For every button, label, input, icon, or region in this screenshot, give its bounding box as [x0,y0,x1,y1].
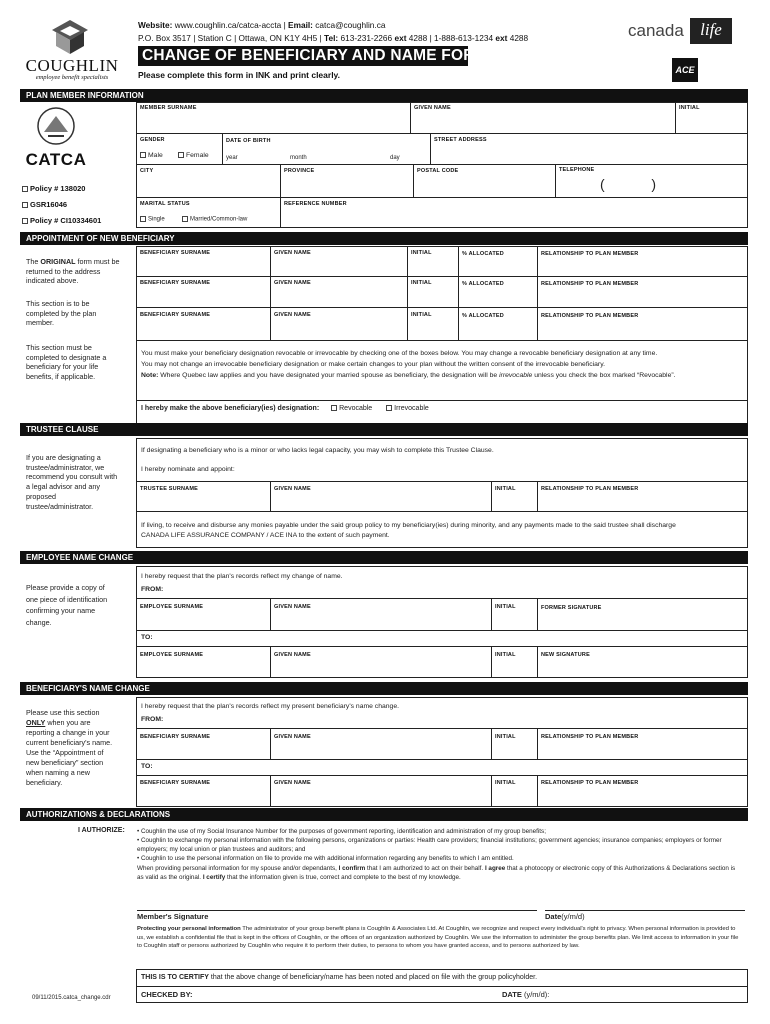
ace-logo: ACE [672,58,698,82]
employee-given-name-to[interactable]: GIVEN NAME [274,652,311,658]
beneficiary-surname-2[interactable]: BENEFICIARY SURNAME [140,280,211,286]
beneficiary-change-surname-from[interactable]: BENEFICIARY SURNAME [140,734,211,740]
member-surname-field[interactable]: MEMBER SURNAME [140,105,197,111]
policy-item[interactable]: GSR16046 [22,197,101,213]
trustee-surname-field[interactable]: TRUSTEE SURNAME [140,486,199,492]
beneficiary-change-given-from[interactable]: GIVEN NAME [274,734,311,740]
appointment-note-member: This section is to be completed by the plan member. [26,299,97,328]
header-contact: Website: www.coughlin.ca/catca-accta | Email: catca@coughlin.ca P.O. Box 3517 | Station C | Ottawa, ON K1Y 4H5 | Tel: 613-231-2266 ext 4288 | 1-888-613-1234 ext 4288 [138,20,529,43]
beneficiary-relationship-3[interactable]: RELATIONSHIP TO PLAN MEMBER [541,313,639,319]
checked-date-field[interactable]: DATE (y/m/d): [502,990,550,999]
beneficiary-surname-1[interactable]: BENEFICIARY SURNAME [140,250,211,256]
form-title: CHANGE OF BENEFICIARY AND NAME FORM [138,46,468,66]
beneficiary-change-surname-to[interactable]: BENEFICIARY SURNAME [140,780,211,786]
irrevocable-option[interactable]: Irrevocable [386,405,429,412]
policy-item[interactable]: Policy # 138020 [22,181,101,197]
revocable-instructions: You must make your beneficiary designation revocable or irrevocable by checking one of the boxes below. You may change a revocable beneficiary designation at any time. You may not change an irrevocable beneficiary designation or make certain changes to your plan without the written consent of the irrevocable beneficiary. Note: Where Quebec law applies and you have designated your married spouse as beneficiary, the designation will be irrevocable unless you check the box marked “Revocable”. [141,350,676,379]
trustee-side-note: If you are designating a trustee/administrator, we recommend you consult with a legal advisor and any proposed trustee/administrator. [26,453,118,511]
beneficiary-change-initial-to[interactable]: INITIAL [495,780,516,786]
certify-text: THIS IS TO CERTIFY that the above change of beneficiary/name has been noted and placed on file with the group policyholder. [141,974,538,981]
designation-row: I hereby make the above beneficiary(ies) designation: Revocable Irrevocable [141,405,429,412]
female-checkbox[interactable] [178,152,184,158]
authorize-item: • Coughlin the use of my Social Insurance Number for the purposes of government reporting, identification and administration of my group benefits; [137,828,546,835]
trustee-heading: TRUSTEE CLAUSE [20,423,748,436]
canada-life-box: life [690,18,732,44]
policy-checkbox[interactable] [22,218,28,224]
beneficiary-surname-3[interactable]: BENEFICIARY SURNAME [140,312,211,318]
employee-given-name-from[interactable]: GIVEN NAME [274,604,311,610]
beneficiary-allocated-2[interactable]: % ALLOCATED [462,281,504,287]
trustee-discharge-text: If living, to receive and disburse any monies payable under the said group policy to my beneficiary(ies) during minority, and any payments made to the said trustee shall discharge CANADA LIFE ASSURANCE COMPANY / ACE INA to the extent of such payment. [141,522,676,539]
gender-female-option[interactable]: Female [178,152,209,160]
policy-item[interactable]: Policy # CI10334601 [22,213,101,229]
member-info-grid [136,102,748,228]
beneficiary-given-name-2[interactable]: GIVEN NAME [274,280,311,286]
coughlin-c-icon [50,18,90,56]
single-checkbox[interactable] [140,216,146,222]
male-checkbox[interactable] [140,152,146,158]
footer-code: 09/11/2015.catca_change.cdr [32,995,111,1001]
beneficiary-allocated-3[interactable]: % ALLOCATED [462,313,504,319]
authorize-item: • Coughlin to use the personal information on file to provide me with additional information regarding any benefits to which I am entitled. [137,855,514,862]
coughlin-name: COUGHLIN [25,56,119,75]
telephone-field[interactable]: TELEPHONE [559,167,595,173]
irrevocable-checkbox[interactable] [386,405,392,411]
beneficiary-change-relationship-to[interactable]: RELATIONSHIP TO PLAN MEMBER [541,780,639,786]
employee-grid [136,566,748,678]
form-subtitle: Please complete this form in INK and print clearly. [138,70,341,80]
gender-field: GENDER [140,137,165,143]
reference-number-field[interactable]: REFERENCE NUMBER [284,201,347,207]
appointment-note-original: The ORIGINAL form must be returned to the address indicated above. [26,257,120,286]
marital-married-option[interactable]: Married/Common-law [182,216,247,224]
employee-surname-to[interactable]: EMPLOYEE SURNAME [140,652,204,658]
new-signature-field[interactable]: NEW SIGNATURE [541,652,590,658]
checked-by-field[interactable]: CHECKED BY: [141,990,193,999]
member-signature-line[interactable] [137,910,537,911]
city-field[interactable]: CITY [140,168,154,174]
beneficiary-allocated-1[interactable]: % ALLOCATED [462,251,504,257]
dob-month: month [290,155,307,161]
married-checkbox[interactable] [182,216,188,222]
beneficiary-change-given-to[interactable]: GIVEN NAME [274,780,311,786]
website-link[interactable]: www.coughlin.ca/catca-accta [174,20,282,30]
dob-field[interactable]: DATE OF BIRTH [226,138,271,144]
dob-year: year [226,155,238,161]
beneficiary-initial-1[interactable]: INITIAL [411,250,432,256]
member-date-line[interactable] [545,910,745,911]
beneficiary-given-name-1[interactable]: GIVEN NAME [274,250,311,256]
email-link[interactable]: catca@coughlin.ca [315,20,386,30]
revocable-option[interactable]: Revocable [331,405,372,412]
privacy-notice: Protecting your personal information The administrator of your group benefit plans is Coughlin & Associates Ltd. At Coughlin, we recognize and respect every individual's right to privacy. When personal information is provided to us, we establish a confidential file that is kept in the offices of Coughlin, or the offices of an organization authorized by Coughlin. We use the information to administer the group benefits plan. We limit access to information in your file to Coughlin staff or persons authorized by Coughlin who require it to perform their duties, to persons to whom you have granted access, and to persons authorized by law. [137,926,739,950]
coughlin-tagline: employee benefit specialists [35,74,109,81]
beneficiary-change-initial-from[interactable]: INITIAL [495,734,516,740]
marital-status-field: MARITAL STATUS [140,201,190,207]
authorize-label: I AUTHORIZE: [78,827,125,834]
trustee-intro: If designating a beneficiary who is a minor or who lacks legal capacity, you may wish to complete this Trustee Clause. [141,447,494,454]
beneficiary-change-from-label: FROM: [141,716,164,723]
appointment-note-designate: This section must be completed to designate a beneficiary for your life benefits, if applicable. [26,343,107,382]
member-date-label: Date(y/m/d) [545,912,585,921]
policy-list [22,181,101,229]
beneficiary-initial-3[interactable]: INITIAL [411,312,432,318]
gender-male-option[interactable]: Male [140,152,163,160]
beneficiary-change-relationship-from[interactable]: RELATIONSHIP TO PLAN MEMBER [541,734,639,740]
province-field[interactable]: PROVINCE [284,168,315,174]
employee-name-change-heading: EMPLOYEE NAME CHANGE [20,551,748,564]
employee-initial-to[interactable]: INITIAL [495,652,516,658]
beneficiary-relationship-2[interactable]: RELATIONSHIP TO PLAN MEMBER [541,281,639,287]
employee-from-label: FROM: [141,586,164,593]
policy-checkbox[interactable] [22,202,28,208]
authorizations-heading: AUTHORIZATIONS & DECLARATIONS [20,808,748,821]
former-signature-field[interactable]: FORMER SIGNATURE [541,605,602,611]
marital-single-option[interactable]: Single [140,216,165,224]
employee-to-label: TO: [141,634,153,641]
canada-life-logo: canada life [628,16,743,46]
beneficiary-relationship-1[interactable]: RELATIONSHIP TO PLAN MEMBER [541,251,639,257]
trustee-initial-field[interactable]: INITIAL [495,486,516,492]
employee-side-note: Please provide a copy of one piece of identification confirming your name change. [26,583,108,627]
authorize-item: • Coughlin to exchange my personal information with the following persons, organizations or parties: Health care providers; financial institutions; government agencies; insurance companies; employers or former employers; my local union or plan trustees and auditors; and [137,837,722,853]
beneficiary-grid [136,246,748,426]
trustee-nominate: I hereby nominate and appoint: [141,466,235,473]
employee-request-text: I hereby request that the plan's records reflect my change of name. [141,573,343,580]
member-signature-label: Member's Signature [137,912,209,921]
policy-checkbox[interactable] [22,186,28,192]
beneficiary-change-request: I hereby request that the plan's records reflect my present beneficiary's name change. [141,703,399,710]
dob-day: day [390,155,400,161]
given-name-field[interactable]: GIVEN NAME [414,105,451,111]
beneficiary-change-to-label: TO: [141,763,153,770]
plan-member-heading: PLAN MEMBER INFORMATION [20,89,748,102]
beneficiary-given-name-3[interactable]: GIVEN NAME [274,312,311,318]
employee-initial-from[interactable]: INITIAL [495,604,516,610]
trustee-relationship-field[interactable]: RELATIONSHIP TO PLAN MEMBER [541,486,639,492]
beneficiary-change-side-note: Please use this section ONLY when you are reporting a change in your current beneficiary's name. Use the “Appointment of new beneficiary” section when naming a new beneficiary. [26,708,113,787]
street-address-field[interactable]: STREET ADDRESS [434,137,487,143]
revocable-checkbox[interactable] [331,405,337,411]
employee-surname-from[interactable]: EMPLOYEE SURNAME [140,604,204,610]
postal-code-field[interactable]: POSTAL CODE [417,168,459,174]
coughlin-logo [22,18,122,82]
beneficiary-initial-2[interactable]: INITIAL [411,280,432,286]
beneficiary-name-change-heading: BENEFICIARY'S NAME CHANGE [20,682,748,695]
catca-emblem-icon [36,106,76,148]
telephone-area-code: ( ) [600,176,656,192]
declaration-text: When providing personal information for my spouse and/or dependants, I confirm that I am authorized to act on their behalf. I agree that a photocopy or electronic copy of this Authorizations & Declarations section is as valid as the original. I certify that the information given is true, correct and complete to the best of my knowledge. [137,865,736,881]
appointment-heading: APPOINTMENT OF NEW BENEFICIARY [20,232,748,245]
catca-logo: CATCA [22,106,90,172]
initial-field[interactable]: INITIAL [679,105,700,111]
beneficiary-change-grid [136,697,748,807]
authorize-list [137,827,743,882]
trustee-given-name-field[interactable]: GIVEN NAME [274,486,311,492]
